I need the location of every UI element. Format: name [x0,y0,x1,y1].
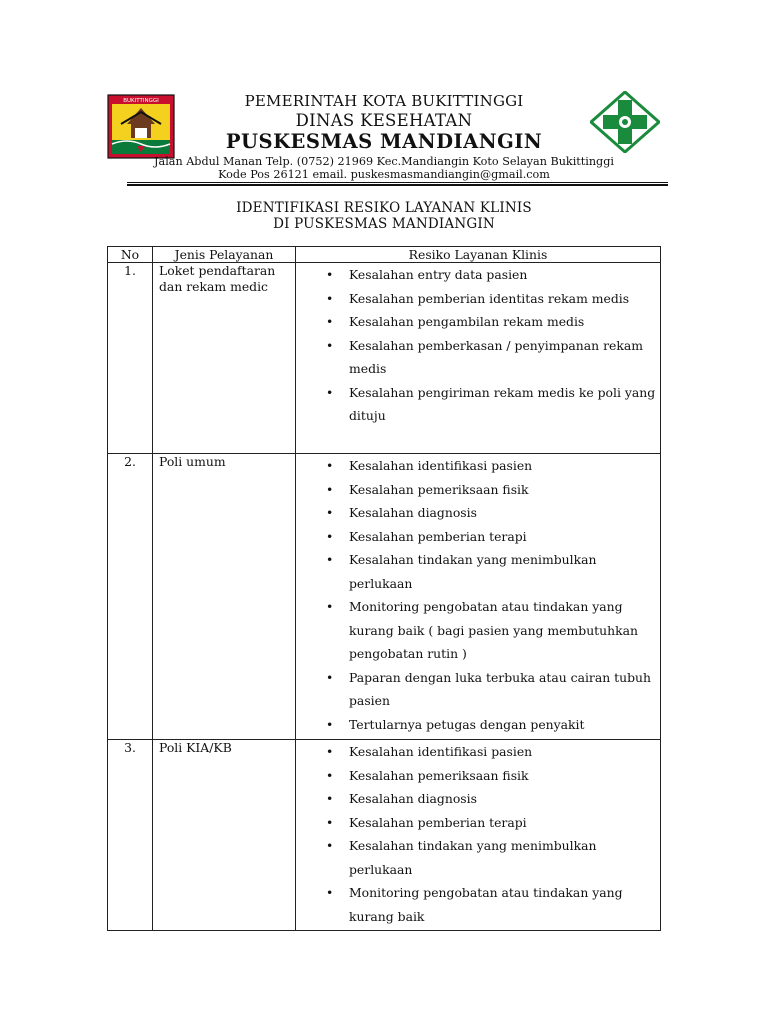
office-name: DINAS KESEHATAN [295,111,473,130]
header-jenis: Jenis Pelayanan [153,247,296,263]
bullet-icon: • [326,337,334,353]
risk-text: Kesalahan pemberian terapi [349,528,527,544]
bullet-icon: • [326,384,334,400]
bullet-icon: • [326,267,334,282]
risk-text: Kesalahan identifikasi pasien [349,744,533,759]
bullet-icon: • [326,885,334,900]
table-header-row [108,247,661,263]
risk-text: Kesalahan tindakan yang menimbulkan perlukaan [349,552,597,591]
table-row [108,263,661,454]
row-number: 2. [108,454,153,740]
risk-item [296,548,658,595]
bullet-icon: • [326,838,334,853]
risk-list [296,263,658,428]
letterhead-divider [127,182,668,183]
risk-item [296,525,658,549]
bullet-icon: • [326,458,334,473]
risk-text: Kesalahan pengambilan rekam medis [349,314,585,329]
row-number: 3. [108,740,153,931]
risk-text: Paparan dengan luka terbuka atau cairan tubuh pasien [349,669,651,708]
bullet-icon: • [326,599,334,614]
risk-item [296,881,658,928]
risk-text: Kesalahan entry data pasien [349,267,528,282]
service-type: Poli umum [153,454,296,740]
risk-item [296,764,658,788]
risk-text: Kesalahan tindakan yang menimbulkan perlukaan [349,838,597,877]
contact-line: Kode Pos 26121 email. puskesmasmandiangin@gmail.com [218,168,550,181]
risk-item [296,595,658,666]
risk-list [296,454,658,736]
risk-text: Monitoring pengobatan atau tindakan yang kurang baik [349,885,623,924]
risk-item [296,713,658,737]
risk-text: Kesalahan diagnosis [349,505,477,520]
risk-cell [296,263,661,454]
bullet-icon: • [326,767,334,783]
bullet-icon: • [326,744,334,759]
risk-text: Kesalahan pengiriman rekam medis ke poli yang dituju [349,384,656,423]
bullet-icon: • [326,669,334,685]
bullet-icon: • [326,481,334,497]
risk-text: Kesalahan pemeriksaan fisik [349,767,529,783]
risk-item [296,666,658,713]
risk-list [296,740,658,928]
table-row [108,454,661,740]
bullet-icon: • [326,814,334,830]
service-type: Poli KIA/KB [153,740,296,931]
bullet-icon: • [326,505,334,520]
bullet-icon: • [326,290,334,306]
bullet-icon: • [326,791,334,806]
address-line: Jalan Abdul Manan Telp. (0752) 21969 Kec.Mandiangin Koto Selayan Bukittinggi [154,155,614,168]
service-type: Loket pendaftaran dan rekam medic [153,263,296,454]
bullet-icon: • [326,314,334,329]
bullet-icon: • [326,528,334,544]
risk-item [296,787,658,811]
puskesmas-name: PUSKESMAS MANDIANGIN [225,130,543,153]
risk-text: Kesalahan pemberkasan / penyimpanan rekam medis [349,337,643,376]
risk-cell [296,454,661,740]
risk-text: Kesalahan pemberian identitas rekam medis [349,290,630,306]
risk-item [296,501,658,525]
risk-item [296,263,658,287]
document-subtitle: DI PUSKESMAS MANDIANGIN [273,216,495,232]
emblem-label: BUKITTINGGI [123,98,159,104]
risk-text: Kesalahan pemberian terapi [349,814,527,830]
risk-item [296,811,658,835]
header-resiko: Resiko Layanan Klinis [296,247,661,263]
letterhead-divider-thick [127,184,668,186]
risk-item [296,310,658,334]
risk-item [296,381,658,428]
risk-text: Tertularnya petugas dengan penyakit [349,716,585,732]
bullet-icon: • [326,552,334,567]
risk-text: Kesalahan identifikasi pasien [349,458,533,473]
risk-item [296,334,658,381]
risk-table [107,246,661,931]
header-no: No [108,247,153,263]
risk-item [296,287,658,311]
risk-item [296,454,658,478]
risk-item [296,740,658,764]
document-title: IDENTIFIKASI RESIKO LAYANAN KLINIS [236,200,532,216]
table-row [108,740,661,931]
risk-text: Monitoring pengobatan atau tindakan yang kurang baik ( bagi pasien yang membutuhkan pengobatan rutin ) [349,599,638,661]
risk-item [296,478,658,502]
bullet-icon: • [326,716,334,732]
gov-name: PEMERINTAH KOTA BUKITTINGGI [244,92,524,110]
risk-text: Kesalahan pemeriksaan fisik [349,481,529,497]
risk-cell [296,740,661,931]
risk-text: Kesalahan diagnosis [349,791,477,806]
row-number: 1. [108,263,153,454]
risk-item [296,834,658,881]
